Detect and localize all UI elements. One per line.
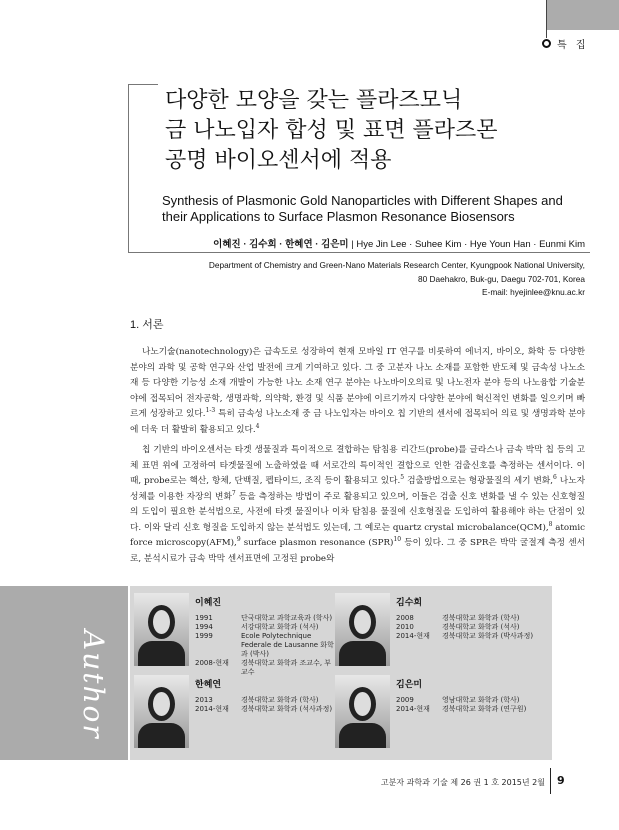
author-name: 김수희 (396, 598, 423, 608)
bio-row (195, 659, 335, 677)
title-line: Synthesis of Plasmonic Gold Nanoparticles with Different Shapes and (162, 193, 563, 208)
bio-detail: 영남대학교 화학과 (학사) (442, 696, 520, 704)
bio-year: 2010 (396, 623, 414, 631)
section-heading: 1. 서론 (130, 319, 164, 331)
author-name: 김은미 (396, 680, 423, 690)
title-line: 공명 바이오센서에 적용 (165, 148, 392, 173)
bio-detail: 경북대학교 화학과 (연구원) (442, 705, 527, 713)
author-line: 이혜진 · 김수희 · 한혜연 · 김은미 | Hye Jin Lee · Suhee Kim · Hye Youn Han · Eunmi Kim (213, 239, 585, 250)
bio-row (396, 632, 536, 641)
author-photo (335, 675, 390, 748)
bio-row (396, 623, 536, 632)
authors-korean: 이혜진 · 김수희 · 한혜연 · 김은미 (213, 239, 349, 250)
bio-year: 1994 (195, 623, 213, 631)
paragraph: 칩 기반의 바이오센서는 타겟 생물질과 특이적으로 결합하는 탐침용 리간드(probe)를 글라스나 금속 박막 칩 등의 고체 표면 위에 고정하여 타겟물질에 노출하였을 때 서로간의 특이적인 결합으로 인한 검출신호를 측정하는 센서이다. 이때, probe로는 핵산, 항체, 단백질, 펩타이드, 조직 등이 활용되고 있다.$^5$ 검출방법으로는 형광물질의 세기 변화,$^6$ 나노자성체를 이용한 자장의 변화$^7$ 등을 측정하는 방법이 주로 활용되고 있으며, 이들은 검출 신호 변화를 낼 수 있는 신호형질의 도입이 필요한 분석법으로, 사전에 타겟 물질이나 이차 탐침용 물질에 신호형질을 도입하여 활용해야 하는 단점이 있다. 이와 달리 신호 형질을 도입하지 않는 분석법도 있는데, 그 예로는 quartz crystal microbalance(QCM),$^8$ atomic force microscopy(AFM),$^9$ surface plasmon resonance (SPR)$^{10}$ 등이 있다. 그 중 SPR은 박막 굴절계 측정 센서로, 분석시료가 금속 박막 센서표면에 고정된 probe와 (130, 445, 585, 564)
bio-detail: 경북대학교 화학과 (석사) (442, 623, 520, 631)
bio-year: 1999 (195, 632, 213, 640)
author-bio (195, 677, 335, 714)
bio-year: 2014-현재 (396, 632, 430, 640)
page-number: 9 (557, 774, 565, 787)
bio-detail: 경북대학교 화학과 (박사과정) (442, 632, 534, 640)
korean-title (165, 86, 498, 176)
bio-row (195, 623, 335, 632)
bio-year: 2013 (195, 696, 213, 704)
english-title (162, 193, 563, 225)
bio-year: 2008-현재 (195, 659, 229, 667)
bio-row (396, 696, 536, 705)
bio-row (396, 614, 536, 623)
bio-detail: 경북대학교 화학과 조교수, 부교수 (241, 659, 332, 676)
email: E-mail: hyejinlee@knu.ac.kr (482, 287, 585, 297)
affiliation-line: Department of Chemistry and Green-Nano Materials Research Center, Kyungpook National University, (208, 260, 585, 270)
bio-row (195, 705, 335, 714)
title-line: 다양한 모양을 갖는 플라즈모닉 (165, 88, 463, 113)
bio-year: 2008 (396, 614, 414, 622)
bio-row (195, 696, 335, 705)
title-bracket (128, 84, 129, 253)
bio-row (195, 632, 335, 659)
bio-detail: 단국대학교 과학교육과 (학사) (241, 614, 333, 622)
bio-detail: 경북대학교 화학과 (학사) (442, 614, 520, 622)
affiliation-line: 80 Daehakro, Buk-gu, Daegu 702-701, Korea (418, 273, 585, 284)
bio-year: 2014-현재 (195, 705, 229, 713)
bio-detail: 경북대학교 화학과 (석사과정) (241, 705, 333, 713)
bio-detail: 경북대학교 화학과 (학사) (241, 696, 319, 704)
bio-detail: 서강대학교 화학과 (석사) (241, 623, 319, 631)
title-bracket-top (128, 84, 158, 85)
section-tag: 특 집 (557, 40, 589, 51)
paragraph: 나노기술(nanotechnology)은 급속도로 성장하여 현재 모바일 IT 연구를 비롯하여 에너지, 바이오, 화학 등 다양한 분야의 과학 및 공학 연구와 산업 발전에 크게 기여하고 있다. 그 중 고분자 나노 소재를 포함한 반도체 및 금속성 나노소재 등 다양한 기능성 소재 개발이 가능한 나노 소재 연구 분야는 나노바이오의료 및 나노전자 분야 등의 나노융합 기술분야에 접목되어 전자공학, 생명과학, 의약학, 환경 및 식품 분야에 이르기까지 다양한 분야에 혁신적인 변화를 일으키며 빠르게 성장하고 있다.$^{1-3}$ 특히 금속성 나노소재 중 금 나노입자는 바이오 칩 기반의 센서에 접목되어 의료 및 생명과학 분야에 더욱 더 활발히 활용되고 있다.$^4$ (130, 347, 585, 435)
title-divider (128, 252, 590, 253)
footer-divider (550, 768, 551, 794)
affiliation (209, 259, 585, 300)
author-name: 이혜진 (195, 598, 222, 608)
author-name: 한혜연 (195, 680, 222, 690)
header-line (546, 0, 547, 38)
author-photo (335, 593, 390, 666)
bio-detail: Ecole Polytechnique Federale de Lausanne 화학과 (박사) (241, 632, 334, 658)
bio-row (396, 705, 536, 714)
bio-row (195, 614, 335, 623)
header-gray-block (546, 0, 619, 30)
authors-english: Hye Jin Lee · Suhee Kim · Hye Youn Han · Eunmi Kim (356, 239, 585, 250)
author-photo (134, 593, 189, 666)
journal-footer: 고분자 과학과 기술 제 26 권 1 호 2015년 2월 (380, 778, 545, 787)
title-line: their Applications to Surface Plasmon Resonance Biosensors (162, 209, 515, 224)
author-bio (195, 595, 335, 677)
author-panel-label: Author (77, 630, 110, 740)
circle-bullet-icon (542, 39, 551, 48)
author-bio (396, 595, 536, 641)
title-line: 금 나노입자 합성 및 표면 플라즈몬 (165, 118, 498, 143)
author-photo (134, 675, 189, 748)
bio-year: 2014-현재 (396, 705, 430, 713)
bio-year: 1991 (195, 614, 213, 622)
author-bio (396, 677, 536, 714)
bio-year: 2009 (396, 696, 414, 704)
